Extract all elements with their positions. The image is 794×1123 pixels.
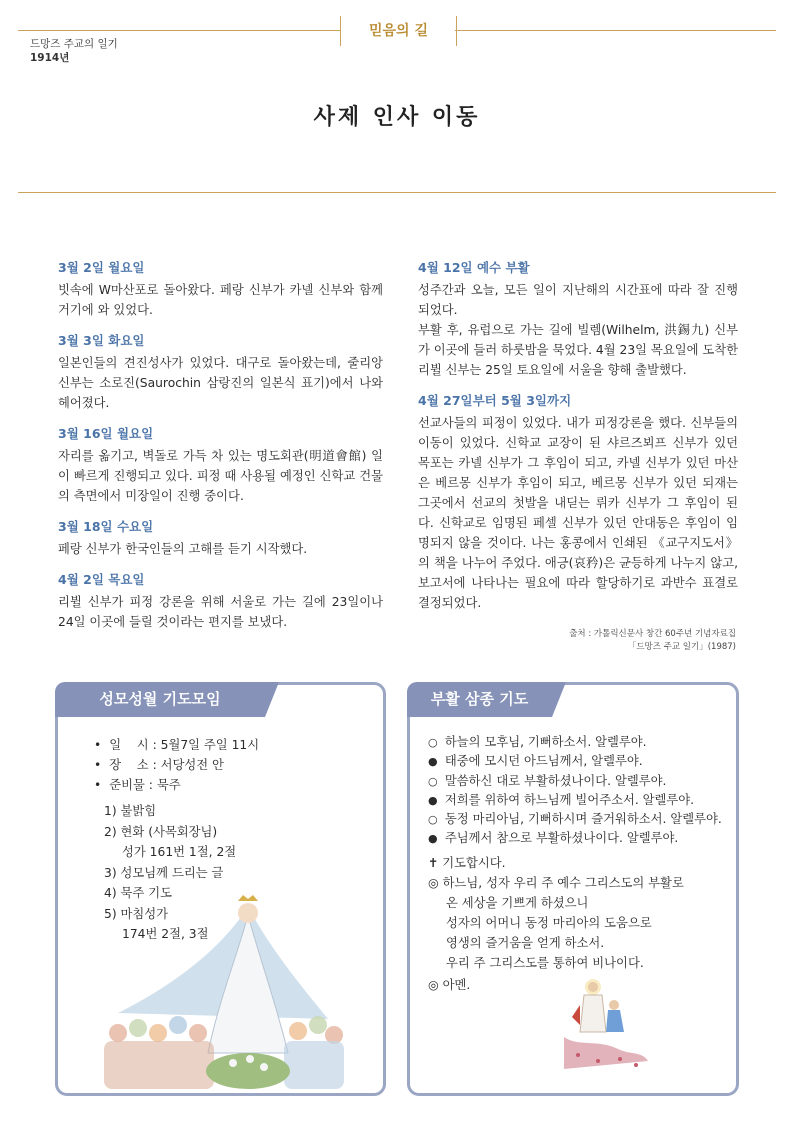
mary-watercolor-illustration xyxy=(98,893,348,1089)
closing-line: 영생의 즐거움을 얻게 하소서. xyxy=(446,936,605,950)
entry-date: 4월 12일 예수 부활 xyxy=(418,260,530,275)
prayer-line xyxy=(428,772,722,791)
response-mark: ● xyxy=(428,793,438,807)
prayer-text: 주님께서 참으로 부활하셨나이다. 알렐루야. xyxy=(444,831,679,846)
risen-christ-illustration xyxy=(558,977,650,1075)
prayer-line xyxy=(428,829,722,848)
entry-text: 선교사들의 피정이 있었다. 내가 피정강론을 했다. 신부들의 이동이 있었다. 신학교 교장이 된 샤르즈뵈프 신부가 있던 목포는 카넬 신부가 그 후임이 되고, 카넬 신부가 있던 마산은 베르몽 신부가 후임이 되고, 베르몽 신부가 있던 되재는 그곳에서 선교의 첫발을 내딛는 뤼카 신부가 그 후임이 된다. 신학교로 임명된 페셀 신부가 있던 안대동은 후임이 임명되지 않을 것이다. 나는 홍콩에서 인쇄된 《교구지도서》의 책을 나누어 주었다. 애긍(哀矜)은 균등하게 나누지 않고, 보고서에 나타나는 필요에 따라 할당하기로 과반수 표결로 결정되었다. xyxy=(418,416,738,610)
entry-text: 일본인들의 견진성사가 있었다. 대구로 돌아왔는데, 줄리앙 신부는 소로진(Saurochin 삼랑진의 일본식 표기)에서 나와 헤어졌다. xyxy=(58,356,383,410)
prayer-text: 저희를 위하여 하느님께 빌어주소서. 알렐루야. xyxy=(444,792,695,807)
diary-column-right xyxy=(418,258,738,624)
closing-head: ✝ 기도합시다. xyxy=(428,856,506,870)
header-rule-right xyxy=(455,30,776,31)
response-mark: ● xyxy=(428,755,438,769)
response-mark: ● xyxy=(428,832,438,846)
diary-entry xyxy=(58,331,383,413)
citation-line: 출처 : 가톨릭신문사 창간 60주년 기념자료집 xyxy=(569,629,736,639)
prayer-line xyxy=(428,733,722,752)
entry-date: 3월 16일 월요일 xyxy=(58,426,154,441)
prayer-meeting-title: 성모성월 기도모임 xyxy=(55,682,265,717)
order-item: 1) 불밝힘 xyxy=(104,804,157,818)
source-meta xyxy=(30,37,118,65)
closing-line: 우리 주 그리스도를 통하여 비나이다. xyxy=(446,956,644,970)
closing-line: 온 세상을 기쁘게 하셨으니 xyxy=(446,896,589,910)
meeting-info-item: • 준비물 : 묵주 xyxy=(94,775,259,795)
entry-text: 리뷜 신부가 피정 강론을 위해 서울로 가는 길에 23일이나 24일 이곳에 들릴 것이라는 편지를 보냈다. xyxy=(58,595,383,629)
diary-column-left xyxy=(58,258,383,643)
amen: ◎ 아멘. xyxy=(428,978,471,992)
order-item: 174번 2절, 3절 xyxy=(122,927,209,941)
prayer-text: 말씀하신 대로 부활하셨나이다. 알렐루야. xyxy=(444,773,667,788)
entry-date: 3월 3일 화요일 xyxy=(58,333,145,348)
citation-line: 「드망즈 주교 일기」(1987) xyxy=(627,642,736,652)
prayer-text: 동정 마리아님, 기뻐하시며 즐거워하소서. 알렐루야. xyxy=(444,812,722,827)
title-rule xyxy=(18,192,776,193)
easter-prayer-box xyxy=(407,682,739,1096)
verse-mark: ○ xyxy=(428,813,438,827)
meeting-info-item: • 일 시 : 5월7일 주일 11시 xyxy=(94,735,259,755)
source-name: 드망즈 주교의 일기 xyxy=(30,38,118,50)
order-item: 성가 161번 1절, 2절 xyxy=(122,845,237,859)
diary-entry xyxy=(418,258,738,380)
prayer-line xyxy=(428,810,722,829)
entry-text: 페랑 신부가 한국인들의 고해를 듣기 시작했다. xyxy=(58,542,308,556)
diary-entry xyxy=(418,391,738,613)
entry-date: 4월 2일 목요일 xyxy=(58,572,145,587)
diary-entry xyxy=(58,570,383,632)
prayer-line xyxy=(428,791,722,810)
page-title: 사제 인사 이동 xyxy=(313,105,481,130)
prayer-lines xyxy=(428,733,722,849)
closing-line: ◎ 하느님, 성자 우리 주 예수 그리스도의 부활로 xyxy=(428,876,684,890)
closing-prayer xyxy=(428,853,684,973)
entry-date: 3월 18일 수요일 xyxy=(58,519,154,534)
entry-date: 3월 2일 월요일 xyxy=(58,260,145,275)
diary-entry xyxy=(58,517,383,559)
prayer-text: 하늘의 모후님, 기뻐하소서. 알렐루야. xyxy=(444,735,647,749)
prayer-meeting-box xyxy=(55,682,386,1096)
meeting-info-list xyxy=(94,735,259,795)
order-item: 3) 성모님께 드리는 글 xyxy=(104,865,224,880)
order-item: 2) 현화 (사목회장님) xyxy=(104,824,218,839)
section-label: 믿음의 길 xyxy=(340,16,457,46)
source-year: 1914년 xyxy=(30,52,70,64)
verse-mark: ○ xyxy=(428,774,438,788)
closing-line: 성자의 어머니 동정 마리아의 도움으로 xyxy=(446,916,652,930)
order-item: 5) 마침성가 xyxy=(104,906,169,921)
entry-text: 자리를 옮기고, 벽돌로 가득 차 있는 명도회관(明道會館) 일이 빠르게 진행되고 있다. 피정 때 사용될 예정인 신학교 건물의 측면에서 미장일이 진행 중이다. xyxy=(58,449,383,503)
header-rule-left xyxy=(18,30,340,31)
easter-prayer-title: 부활 삼종 기도 xyxy=(407,682,552,717)
order-item: 4) 묵주 기도 xyxy=(104,886,172,900)
meeting-info-item: • 장 소 : 서당성전 안 xyxy=(94,755,259,775)
diary-entry xyxy=(58,424,383,506)
entry-text: 빗속에 W마산포로 돌아왔다. 페랑 신부가 카넬 신부와 함께 거기에 와 있었다. xyxy=(58,283,383,317)
diary-entry xyxy=(58,258,383,320)
entry-date: 4월 27일부터 5월 3일까지 xyxy=(418,393,572,408)
entry-text: 성주간과 오늘, 모든 일이 지난해의 시간표에 따라 잘 진행되었다. 부활 후, 유럽으로 가는 길에 빌렘(Wilhelm, 洪錫九) 신부가 이곳에 들러 하룻밤을 묵었다. 4월 23일 목요일에 도착한 리뷜 신부는 25일 토요일에 서울을 향해 출발했다. xyxy=(418,283,738,377)
citation xyxy=(569,628,736,654)
prayer-text: 태중에 모시던 아드님께서, 알렐루야. xyxy=(444,754,643,769)
verse-mark: ○ xyxy=(428,736,438,749)
prayer-line xyxy=(428,752,722,771)
